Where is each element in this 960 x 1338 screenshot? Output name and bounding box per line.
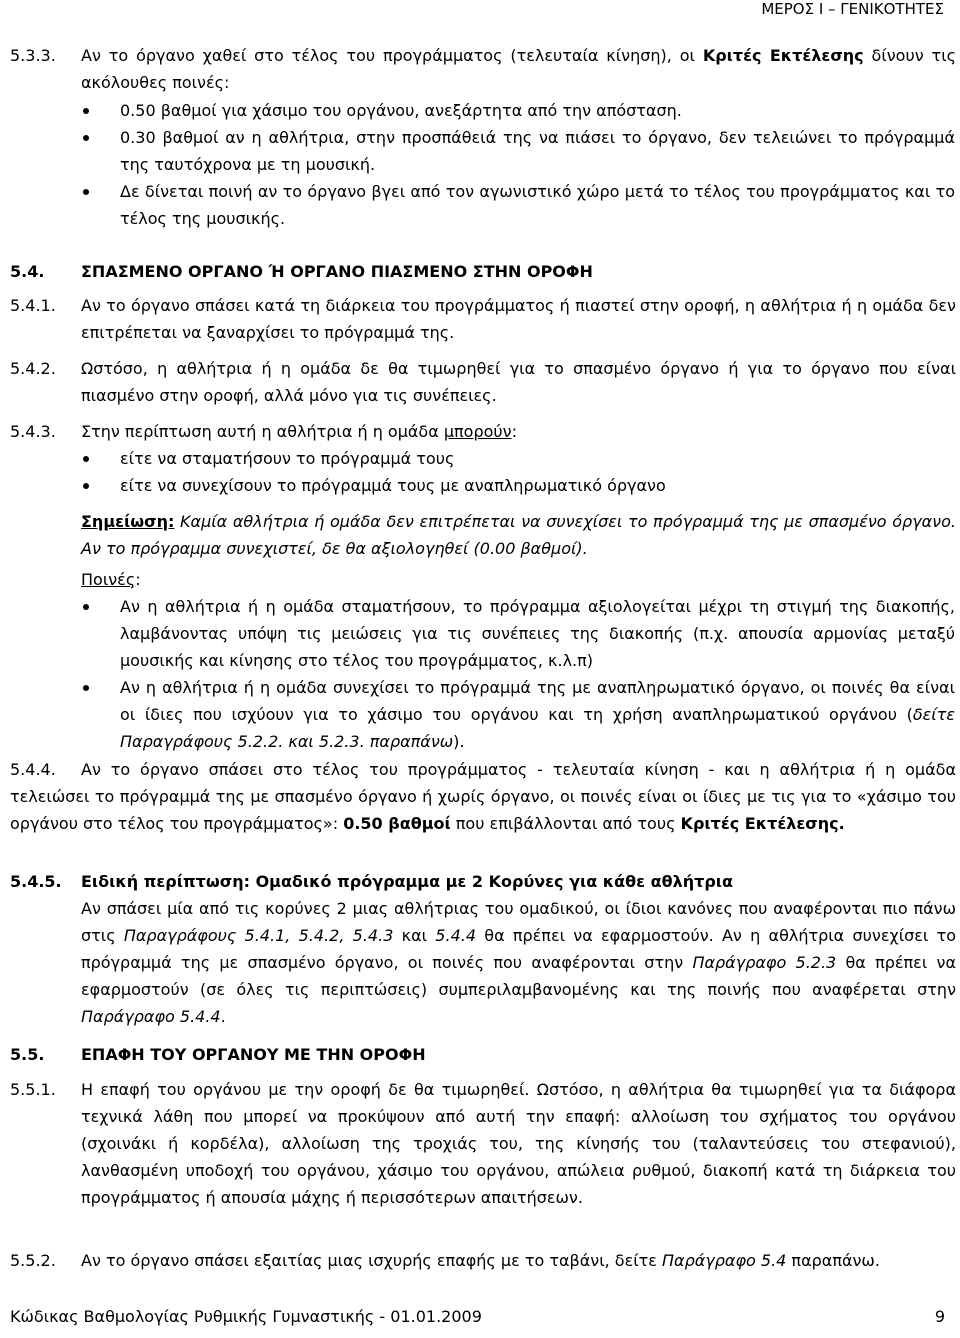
list-item: 0.30 βαθμοί αν η αθλήτρια, στην προσπάθειά της να πιάσει το όργανο, δεν τελειώνει το πρόγραμμά της ταυτόχρονα με τη μουσική. xyxy=(80,124,955,178)
page-header: ΜΕΡΟΣ Ι – ΓΕΝΙΚΟΤΗΤΕΣ xyxy=(761,0,944,18)
penalties-label: Ποινές: xyxy=(81,570,141,589)
bullet-icon xyxy=(83,108,89,114)
section-number: 5.4.3. xyxy=(10,422,56,441)
bullet-icon xyxy=(83,685,89,691)
list-item: είτε να σταματήσουν το πρόγραμμά τους xyxy=(80,445,955,472)
bullet-list-5-3-3 xyxy=(80,97,955,232)
section-text: Αν το όργανο σπάσει στο τέλος του προγράμματος - τελευταία κίνηση - και η αθλήτρια ή η ομάδα τελειώσει το πρόγραμμά της με σπασμένο όργανο ή χωρίς όργανο, οι ποινές είναι οι ίδιες με τις για το «χάσιμο του οργάνου στο τέλος του προγράμματος»: 0.50 βαθμοί που επιβάλλονται από τους Κριτές Εκτέλεσης. xyxy=(10,760,956,833)
bullet-icon xyxy=(83,189,89,195)
page-footer: Κώδικας Βαθμολογίας Ρυθμικής Γυμναστικής - 01.01.2009 xyxy=(10,1307,482,1326)
bullet-icon xyxy=(83,483,89,489)
section-text: Αν το όργανο σπάσει εξαιτίας μιας ισχυρής επαφής με το ταβάνι, δείτε Παράγραφο 5.4 παραπάνω. xyxy=(81,1251,880,1270)
section-number: 5.4.4. xyxy=(10,760,56,779)
section-text: Αν το όργανο σπάσει κατά τη διάρκεια του προγράμματος ή πιαστεί στην οροφή, η αθλήτρια ή η ομάδα δεν επιτρέπεται να ξαναρχίσει το πρόγραμμά της. xyxy=(81,296,956,342)
section-text: Η επαφή του οργάνου με την οροφή δε θα τιμωρηθεί. Ωστόσο, η αθλήτρια θα τιμωρηθεί για τα διάφορα τεχνικά λάθη που μπορεί να προκύψουν από αυτή την επαφή: αλλοίωση του σχήματος του οργάνου (σχοινάκι ή κορδέλα), αλλοίωση της τροχιάς του, της κίνησής του (ταλαντεύσεις του στεφανιού), λανθασμένη υποδοχή του οργάνου, χάσιμο του οργάνου, απώλεια ρυθμού, διακοπή κατά τη διάρκεια του προγράμματος ή απουσία μάχης ή περισσότερων απαιτήσεων. xyxy=(81,1080,956,1207)
section-title: ΕΠΑΦΗ ΤΟΥ ΟΡΓΑΝΟΥ ΜΕ ΤΗΝ ΟΡΟΦΗ xyxy=(81,1045,426,1064)
list-item: 0.50 βαθμοί για χάσιμο του οργάνου, ανεξάρτητα από την απόσταση. xyxy=(80,97,955,124)
section-text: Αν το όργανο χαθεί στο τέλος του προγράμματος (τελευταία κίνηση), οι Κριτές Εκτέλεσης δίνουν τις ακόλουθες ποινές: xyxy=(81,46,956,92)
section-number: 5.3.3. xyxy=(10,46,56,65)
section-5-5-heading xyxy=(10,1041,956,1068)
note-text: Σημείωση: Καμία αθλήτρια ή ομάδα δεν επιτρέπεται να συνεχίσει το πρόγραμμά της με σπασμένο όργανο. Αν το πρόγραμμα συνεχιστεί, δε θα αξιολογηθεί (0.00 βαθμοί). xyxy=(81,512,956,558)
section-5-4-3 xyxy=(10,418,956,445)
section-text: Ωστόσο, η αθλήτρια ή η ομάδα δε θα τιμωρηθεί για το σπασμένο όργανο ή για το όργανο που είναι πιασμένο στην οροφή, αλλά μόνο για τις συνέπειες. xyxy=(81,359,956,405)
section-text: Στην περίπτωση αυτή η αθλήτρια ή η ομάδα μπορούν: xyxy=(81,422,517,441)
bullet-icon xyxy=(83,604,89,610)
section-number: 5.4.1. xyxy=(10,296,56,315)
section-5-4-heading xyxy=(10,258,956,285)
section-5-3-3 xyxy=(10,42,956,96)
page-number: 9 xyxy=(934,1307,945,1326)
note-label: Σημείωση: xyxy=(81,512,175,531)
section-number: 5.5. xyxy=(10,1045,45,1064)
section-number: 5.5.2. xyxy=(10,1251,56,1270)
section-5-5-1 xyxy=(10,1076,956,1211)
note-block xyxy=(10,508,956,562)
section-number: 5.4.5. xyxy=(10,872,62,891)
section-5-4-5-text xyxy=(10,895,956,1030)
section-number: 5.5.1. xyxy=(10,1080,56,1099)
section-number: 5.4. xyxy=(10,262,45,281)
bullet-icon xyxy=(83,456,89,462)
section-5-4-1 xyxy=(10,292,956,346)
penalties-list xyxy=(80,593,955,755)
section-number: 5.4.2. xyxy=(10,359,56,378)
bullet-list-5-4-3 xyxy=(80,445,955,499)
section-5-4-4 xyxy=(10,756,956,837)
section-5-4-2 xyxy=(10,355,956,409)
section-text: Αν σπάσει μία από τις κορύνες 2 μιας αθλήτριας του ομαδικού, οι ίδιοι κανόνες που αναφέρονται πιο πάνω στις Παραγράφους 5.4.1, 5.4.2, 5.4.3 και 5.4.4 θα πρέπει να εφαρμοστούν. Αν η αθλήτρια συνεχίσει το πρόγραμμά της με σπασμένο όργανο, οι ποινές που αναφέρονται στην Παράγραφο 5.2.3 θα πρέπει να εφαρμοστούν (σε όλες τις περιπτώσεις) συμπεριλαμβανομένης και της ποινής που αναφέρεται στην Παράγραφο 5.4.4. xyxy=(81,899,957,1026)
list-item: Αν η αθλήτρια ή η ομάδα συνεχίσει το πρόγραμμά της με αναπληρωματικό όργανο, οι ποινές θα είναι οι ίδιες που ισχύουν για το χάσιμο του οργάνου και τη χρήση αναπληρωματικού οργάνου (δείτε Παραγράφους 5.2.2. και 5.2.3. παραπάνω). xyxy=(80,674,955,755)
section-5-4-5-heading xyxy=(10,868,956,895)
list-item: Δε δίνεται ποινή αν το όργανο βγει από τον αγωνιστικό χώρο μετά το τέλος του προγράμματος και το τέλος της μουσικής. xyxy=(80,178,955,232)
list-item: είτε να συνεχίσουν το πρόγραμμά τους με αναπληρωματικό όργανο xyxy=(80,472,955,499)
section-title: ΣΠΑΣΜΕΝΟ ΟΡΓΑΝΟ Ή ΟΡΓΑΝΟ ΠΙΑΣΜΕΝΟ ΣΤΗΝ ΟΡΟΦΗ xyxy=(81,262,593,281)
bullet-icon xyxy=(83,135,89,141)
section-5-5-2 xyxy=(10,1247,956,1274)
list-item: Αν η αθλήτρια ή η ομάδα σταματήσουν, το πρόγραμμα αξιολογείται μέχρι τη στιγμή της διακοπής, λαμβάνοντας υπόψη τις μειώσεις για τις συνέπειες της διακοπής (π.χ. απουσία αρμονίας μεταξύ μουσικής και κίνησης στο τέλος του προγράμματος, κ.λ.π) xyxy=(80,593,955,674)
section-title: Ειδική περίπτωση: Ομαδικό πρόγραμμα με 2 Κορύνες για κάθε αθλήτρια xyxy=(81,872,734,891)
